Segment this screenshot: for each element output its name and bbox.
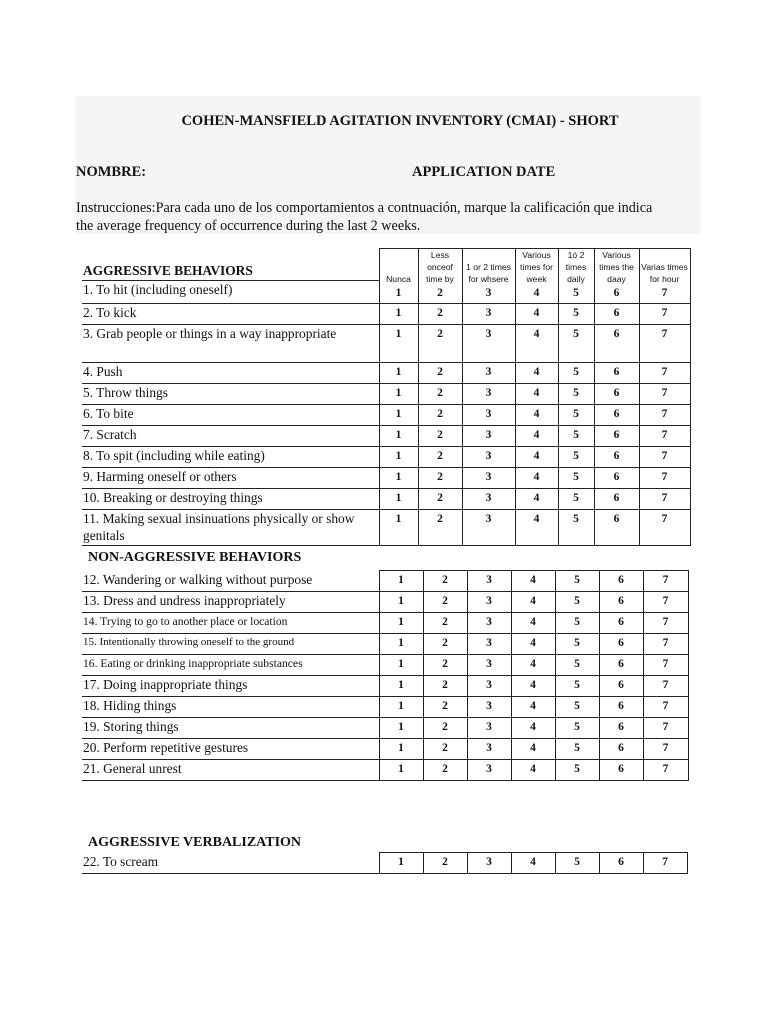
table-row bbox=[82, 592, 688, 613]
behavior-label: 19. Storing things bbox=[82, 718, 379, 739]
rating-cell-6[interactable]: 6 bbox=[599, 853, 643, 874]
rating-cell-5[interactable]: 5 bbox=[558, 405, 594, 426]
application-date-label: APPLICATION DATE bbox=[412, 164, 556, 180]
rating-cell-3[interactable]: 3 bbox=[467, 697, 511, 718]
rating-cell-4[interactable]: 4 bbox=[511, 697, 555, 718]
rating-cell-1[interactable]: 1 bbox=[379, 384, 418, 405]
rating-cell-4[interactable]: 4 bbox=[515, 405, 558, 426]
rating-cell-4[interactable]: 4 bbox=[515, 447, 558, 468]
behavior-label: 4. Push bbox=[82, 363, 379, 384]
rating-cell-6[interactable]: 6 bbox=[594, 426, 639, 447]
rating-cell-6[interactable]: 6 bbox=[599, 634, 643, 655]
rating-cell-5[interactable]: 5 bbox=[555, 592, 599, 613]
rating-cell-2[interactable]: 2 bbox=[423, 760, 467, 781]
rating-cell-4[interactable]: 4 bbox=[515, 510, 558, 546]
rating-cell-1[interactable]: 1 bbox=[395, 287, 402, 299]
rating-cell-5[interactable]: 5 bbox=[558, 510, 594, 546]
table-row bbox=[82, 426, 690, 447]
rating-cell-3[interactable]: 3 bbox=[462, 489, 515, 510]
rating-cell-2[interactable]: 2 bbox=[418, 447, 462, 468]
rating-cell-2[interactable]: 2 bbox=[418, 489, 462, 510]
rating-cell-1[interactable]: 1 bbox=[379, 426, 418, 447]
rating-cell-6[interactable]: 6 bbox=[594, 304, 639, 325]
instructions bbox=[76, 199, 706, 235]
rating-cell-7[interactable]: 7 bbox=[661, 287, 668, 299]
rating-cell-6[interactable]: 6 bbox=[599, 655, 643, 676]
rating-cell-6[interactable]: 6 bbox=[599, 718, 643, 739]
rating-cell-4[interactable]: 4 bbox=[511, 634, 555, 655]
rating-cell-2[interactable]: 2 bbox=[423, 592, 467, 613]
rating-cell-6[interactable]: 6 bbox=[599, 760, 643, 781]
rating-cell-7[interactable]: 7 bbox=[639, 405, 690, 426]
rating-cell-5[interactable]: 5 bbox=[555, 697, 599, 718]
rating-cell-3[interactable]: 3 bbox=[462, 325, 515, 363]
rating-cell-6[interactable]: 6 bbox=[594, 405, 639, 426]
rating-cell-1[interactable]: 1 bbox=[379, 634, 423, 655]
rating-cell-5[interactable]: 5 bbox=[558, 468, 594, 489]
rating-cell-1[interactable]: 1 bbox=[379, 489, 418, 510]
behavior-label: 17. Doing inappropriate things bbox=[82, 676, 379, 697]
rating-cell-5[interactable]: 5 bbox=[555, 760, 599, 781]
behavior-label: 3. Grab people or things in a way inappropriate bbox=[82, 325, 379, 363]
rating-cell-1[interactable]: 1 bbox=[379, 510, 418, 546]
behavior-label: 11. Making sexual insinuations physically or show genitals bbox=[82, 510, 379, 546]
rating-cell-1[interactable]: 1 bbox=[379, 613, 423, 634]
table-row bbox=[82, 489, 690, 510]
rating-cell-7[interactable]: 7 bbox=[643, 592, 688, 613]
frequency-header-6: Various times the daay 6 bbox=[594, 249, 639, 304]
rating-cell-3[interactable]: 3 bbox=[467, 592, 511, 613]
rating-cell-7[interactable]: 7 bbox=[643, 739, 688, 760]
rating-cell-2[interactable]: 2 bbox=[423, 718, 467, 739]
aggressive-verbalization-section-title: AGGRESSIVE VERBALIZATION bbox=[88, 835, 302, 850]
rating-cell-2[interactable]: 2 bbox=[423, 655, 467, 676]
behavior-label: 9. Harming oneself or others bbox=[82, 468, 379, 489]
rating-cell-2[interactable]: 2 bbox=[437, 287, 443, 299]
frequency-header-5: 1ó 2 times daily 5 bbox=[558, 249, 594, 304]
table-row bbox=[82, 676, 688, 697]
rating-cell-3[interactable]: 3 bbox=[467, 853, 511, 874]
rating-cell-4[interactable]: 4 bbox=[533, 287, 540, 299]
behavior-label: 7. Scratch bbox=[82, 426, 379, 447]
rating-cell-7[interactable]: 7 bbox=[639, 304, 690, 325]
rating-cell-2[interactable]: 2 bbox=[423, 697, 467, 718]
rating-cell-4[interactable]: 4 bbox=[515, 384, 558, 405]
table-row bbox=[82, 571, 688, 592]
rating-cell-6[interactable]: 6 bbox=[594, 510, 639, 546]
behavior-label: 13. Dress and undress inappropriately bbox=[82, 592, 379, 613]
rating-cell-6[interactable]: 6 bbox=[599, 571, 643, 592]
rating-cell-4[interactable]: 4 bbox=[515, 468, 558, 489]
rating-cell-7[interactable]: 7 bbox=[639, 468, 690, 489]
rating-cell-2[interactable]: 2 bbox=[418, 384, 462, 405]
rating-cell-3[interactable]: 3 bbox=[462, 447, 515, 468]
rating-cell-5[interactable]: 5 bbox=[558, 304, 594, 325]
rating-cell-3[interactable]: 3 bbox=[462, 468, 515, 489]
rating-cell-4[interactable]: 4 bbox=[511, 571, 555, 592]
rating-cell-3[interactable]: 3 bbox=[467, 760, 511, 781]
rating-cell-4[interactable]: 4 bbox=[515, 304, 558, 325]
rating-cell-1[interactable]: 1 bbox=[379, 363, 418, 384]
rating-cell-3[interactable]: 3 bbox=[462, 405, 515, 426]
rating-cell-6[interactable]: 6 bbox=[599, 676, 643, 697]
rating-cell-1[interactable]: 1 bbox=[379, 718, 423, 739]
rating-cell-5[interactable]: 5 bbox=[555, 718, 599, 739]
rating-cell-2[interactable]: 2 bbox=[418, 405, 462, 426]
frequency-header-3: 1 or 2 times for whsere 3 bbox=[462, 249, 515, 304]
rating-cell-1[interactable]: 1 bbox=[379, 304, 418, 325]
rating-cell-6[interactable]: 6 bbox=[594, 325, 639, 363]
rating-cell-1[interactable]: 1 bbox=[379, 592, 423, 613]
table-row bbox=[82, 468, 690, 489]
table-row bbox=[82, 718, 688, 739]
rating-cell-4[interactable]: 4 bbox=[515, 489, 558, 510]
aggressive-behaviors-table bbox=[82, 248, 691, 546]
rating-cell-6[interactable]: 6 bbox=[594, 468, 639, 489]
table-row bbox=[82, 447, 690, 468]
table-row bbox=[82, 304, 690, 325]
behavior-label: 14. Trying to go to another place or location bbox=[82, 613, 379, 634]
frequency-header-2: Less onceof time by 2 bbox=[418, 249, 462, 304]
rating-cell-1[interactable]: 1 bbox=[379, 655, 423, 676]
rating-cell-1[interactable]: 1 bbox=[379, 739, 423, 760]
rating-cell-4[interactable]: 4 bbox=[511, 739, 555, 760]
rating-cell-1[interactable]: 1 bbox=[379, 697, 423, 718]
behavior-label: 8. To spit (including while eating) bbox=[82, 447, 379, 468]
rating-cell-7[interactable]: 7 bbox=[643, 655, 688, 676]
rating-cell-7[interactable]: 7 bbox=[643, 613, 688, 634]
table-row bbox=[82, 760, 688, 781]
rating-cell-5[interactable]: 5 bbox=[555, 571, 599, 592]
rating-cell-1[interactable]: 1 bbox=[379, 571, 423, 592]
rating-cell-5[interactable]: 5 bbox=[558, 325, 594, 363]
instructions-line-2: the average frequency of occurrence during the last 2 weeks. bbox=[76, 218, 421, 234]
rating-cell-3[interactable]: 3 bbox=[467, 676, 511, 697]
rating-cell-3[interactable]: 3 bbox=[467, 613, 511, 634]
rating-cell-6[interactable]: 6 bbox=[599, 613, 643, 634]
behavior-label: 20. Perform repetitive gestures bbox=[82, 739, 379, 760]
behavior-label: 16. Eating or drinking inappropriate substances bbox=[82, 655, 379, 676]
rating-cell-7[interactable]: 7 bbox=[643, 718, 688, 739]
behavior-label: 12. Wandering or walking without purpose bbox=[82, 571, 379, 592]
rating-cell-5[interactable]: 5 bbox=[555, 613, 599, 634]
behavior-label: 1. To hit (including oneself) bbox=[82, 281, 379, 304]
rating-cell-2[interactable]: 2 bbox=[423, 613, 467, 634]
rating-cell-3[interactable]: 3 bbox=[462, 426, 515, 447]
document-title: COHEN-MANSFIELD AGITATION INVENTORY (CMAI) - SHORT bbox=[181, 113, 619, 129]
rating-cell-2[interactable]: 2 bbox=[418, 325, 462, 363]
table-row bbox=[82, 405, 690, 426]
rating-cell-3[interactable]: 3 bbox=[462, 363, 515, 384]
table-row bbox=[82, 634, 688, 655]
rating-cell-2[interactable]: 2 bbox=[423, 739, 467, 760]
rating-cell-2[interactable]: 2 bbox=[418, 363, 462, 384]
behavior-label: 22. To scream bbox=[82, 853, 379, 874]
rating-cell-2[interactable]: 2 bbox=[423, 853, 467, 874]
behavior-label: 5. Throw things bbox=[82, 384, 379, 405]
frequency-header-1: Nunca 1 bbox=[379, 249, 418, 304]
rating-cell-2[interactable]: 2 bbox=[418, 468, 462, 489]
rating-cell-5[interactable]: 5 bbox=[555, 739, 599, 760]
rating-cell-6[interactable]: 6 bbox=[613, 287, 620, 299]
rating-cell-6[interactable]: 6 bbox=[594, 447, 639, 468]
rating-cell-7[interactable]: 7 bbox=[639, 363, 690, 384]
rating-cell-4[interactable]: 4 bbox=[515, 426, 558, 447]
behavior-label: 10. Breaking or destroying things bbox=[82, 489, 379, 510]
rating-cell-3[interactable]: 3 bbox=[462, 510, 515, 546]
rating-cell-1[interactable]: 1 bbox=[379, 676, 423, 697]
rating-cell-2[interactable]: 2 bbox=[423, 571, 467, 592]
rating-cell-3[interactable]: 3 bbox=[467, 571, 511, 592]
rating-cell-5[interactable]: 5 bbox=[558, 489, 594, 510]
rating-cell-5[interactable]: 5 bbox=[555, 655, 599, 676]
rating-cell-5[interactable]: 5 bbox=[558, 363, 594, 384]
rating-cell-5[interactable]: 5 bbox=[555, 634, 599, 655]
rating-cell-7[interactable]: 7 bbox=[639, 325, 690, 363]
rating-cell-4[interactable]: 4 bbox=[515, 325, 558, 363]
rating-cell-7[interactable]: 7 bbox=[639, 447, 690, 468]
rating-cell-7[interactable]: 7 bbox=[639, 384, 690, 405]
non-aggressive-behaviors-table bbox=[82, 570, 689, 781]
rating-cell-4[interactable]: 4 bbox=[511, 592, 555, 613]
rating-cell-6[interactable]: 6 bbox=[599, 697, 643, 718]
name-label: NOMBRE: bbox=[76, 164, 147, 180]
rating-cell-1[interactable]: 1 bbox=[379, 405, 418, 426]
rating-cell-7[interactable]: 7 bbox=[643, 676, 688, 697]
non-aggressive-section-title: NON-AGGRESSIVE BEHAVIORS bbox=[88, 550, 302, 565]
rating-cell-7[interactable]: 7 bbox=[643, 760, 688, 781]
rating-cell-1[interactable]: 1 bbox=[379, 325, 418, 363]
rating-cell-6[interactable]: 6 bbox=[594, 384, 639, 405]
aggressive-section-title: AGGRESSIVE BEHAVIORS bbox=[82, 249, 379, 281]
rating-cell-2[interactable]: 2 bbox=[418, 510, 462, 546]
instructions-line-1: Instrucciones:Para cada uno de los comportamientos a contnuación, marque la calificación que indica bbox=[76, 200, 653, 216]
rating-cell-5[interactable]: 5 bbox=[555, 853, 599, 874]
rating-cell-4[interactable]: 4 bbox=[511, 613, 555, 634]
behavior-label: 2. To kick bbox=[82, 304, 379, 325]
rating-cell-1[interactable]: 1 bbox=[379, 447, 418, 468]
rating-cell-2[interactable]: 2 bbox=[423, 676, 467, 697]
rating-cell-3[interactable]: 3 bbox=[467, 634, 511, 655]
rating-cell-2[interactable]: 2 bbox=[418, 304, 462, 325]
table-row bbox=[82, 510, 690, 546]
rating-cell-6[interactable]: 6 bbox=[599, 592, 643, 613]
rating-cell-6[interactable]: 6 bbox=[594, 489, 639, 510]
table-row bbox=[82, 613, 688, 634]
rating-cell-1[interactable]: 1 bbox=[379, 760, 423, 781]
rating-cell-7[interactable]: 7 bbox=[643, 634, 688, 655]
rating-cell-3[interactable]: 3 bbox=[467, 655, 511, 676]
behavior-label: 6. To bite bbox=[82, 405, 379, 426]
table-row bbox=[82, 697, 688, 718]
frequency-header-7: Varias times for hour 7 bbox=[639, 249, 690, 304]
rating-cell-4[interactable]: 4 bbox=[511, 676, 555, 697]
rating-cell-1[interactable]: 1 bbox=[379, 468, 418, 489]
behavior-label: 18. Hiding things bbox=[82, 697, 379, 718]
table-row bbox=[82, 853, 687, 874]
rating-cell-7[interactable]: 7 bbox=[639, 426, 690, 447]
rating-cell-4[interactable]: 4 bbox=[511, 853, 555, 874]
rating-cell-3[interactable]: 3 bbox=[467, 718, 511, 739]
rating-cell-7[interactable]: 7 bbox=[643, 571, 688, 592]
rating-cell-7[interactable]: 7 bbox=[643, 697, 688, 718]
rating-cell-5[interactable]: 5 bbox=[558, 447, 594, 468]
rating-cell-5[interactable]: 5 bbox=[558, 426, 594, 447]
rating-cell-4[interactable]: 4 bbox=[515, 363, 558, 384]
rating-cell-2[interactable]: 2 bbox=[423, 634, 467, 655]
rating-cell-5[interactable]: 5 bbox=[558, 384, 594, 405]
rating-cell-7[interactable]: 7 bbox=[639, 489, 690, 510]
rating-cell-3[interactable]: 3 bbox=[462, 384, 515, 405]
aggressive-verbalization-table bbox=[82, 852, 688, 874]
rating-cell-5[interactable]: 5 bbox=[555, 676, 599, 697]
rating-cell-1[interactable]: 1 bbox=[379, 853, 423, 874]
table-row bbox=[82, 384, 690, 405]
rating-cell-4[interactable]: 4 bbox=[511, 655, 555, 676]
behavior-label: 15. Intentionally throwing oneself to the ground bbox=[82, 634, 379, 655]
rating-cell-3[interactable]: 3 bbox=[467, 739, 511, 760]
table-row bbox=[82, 739, 688, 760]
rating-cell-5[interactable]: 5 bbox=[573, 287, 579, 299]
rating-cell-6[interactable]: 6 bbox=[599, 739, 643, 760]
rating-cell-7[interactable]: 7 bbox=[639, 510, 690, 546]
table-row bbox=[82, 325, 690, 363]
rating-cell-3[interactable]: 3 bbox=[485, 287, 492, 299]
behavior-label: 21. General unrest bbox=[82, 760, 379, 781]
frequency-header-4: Various times for week 4 bbox=[515, 249, 558, 304]
rating-cell-4[interactable]: 4 bbox=[511, 760, 555, 781]
rating-cell-4[interactable]: 4 bbox=[511, 718, 555, 739]
rating-cell-3[interactable]: 3 bbox=[462, 304, 515, 325]
rating-cell-2[interactable]: 2 bbox=[418, 426, 462, 447]
table-row bbox=[82, 655, 688, 676]
table-row bbox=[82, 363, 690, 384]
header-row bbox=[82, 249, 690, 281]
rating-cell-7[interactable]: 7 bbox=[643, 853, 687, 874]
rating-cell-6[interactable]: 6 bbox=[594, 363, 639, 384]
